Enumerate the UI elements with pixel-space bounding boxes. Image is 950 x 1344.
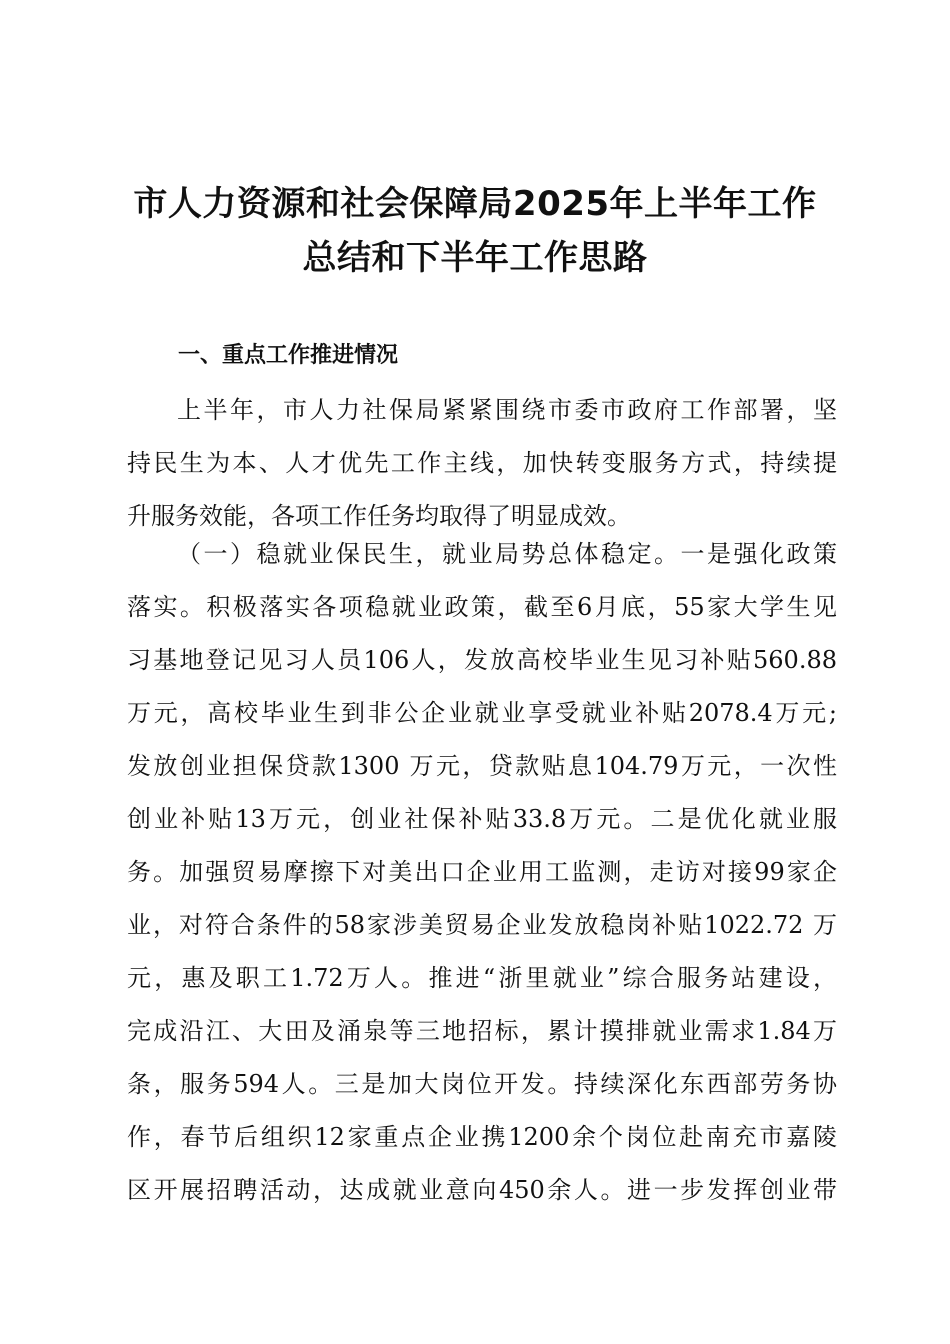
paragraph-line: 作，春节后组织12家重点企业携1200余个岗位赴南充市嘉陵 (127, 1123, 837, 1151)
paragraph-line: 习基地登记见习人员106人，发放高校毕业生见习补贴560.88 (127, 646, 837, 674)
document-title-line-2: 总结和下半年工作思路 (302, 238, 648, 278)
paragraph-line: 持民生为本、人才优先工作主线，加快转变服务方式，持续提 (127, 449, 837, 477)
paragraph-employment (127, 528, 837, 1217)
paragraph-line: 条，服务594人。三是加大岗位开发。持续深化东西部劳务协 (127, 1070, 837, 1098)
paragraph-line: （一）稳就业保民生，就业局势总体稳定。一是强化政策 (177, 540, 837, 568)
paragraph-line: 升服务效能，各项工作任务均取得了明显成效。 (127, 502, 631, 530)
paragraph-line: 务。加强贸易摩擦下对美出口企业用工监测，走访对接99家企 (127, 858, 837, 886)
paragraph-line: 区开展招聘活动，达成就业意向450余人。进一步发挥创业带 (127, 1176, 837, 1204)
paragraph-line: 万元，高校毕业生到非公企业就业享受就业补贴2078.4万元; (127, 699, 837, 727)
paragraph-line: 落实。积极落实各项稳就业政策，截至6月底，55家大学生见 (127, 593, 837, 621)
paragraph-line: 完成沿江、大田及涌泉等三地招标，累计摸排就业需求1.84万 (127, 1017, 837, 1045)
paragraph-line: 创业补贴13万元，创业社保补贴33.8万元。二是优化就业服 (127, 805, 837, 833)
paragraph-line: 上半年，市人力社保局紧紧围绕市委市政府工作部署，坚 (177, 396, 837, 424)
paragraph-line: 元，惠及职工1.72万人。推进“浙里就业”综合服务站建设， (127, 964, 837, 992)
paragraph-line: 发放创业担保贷款1300 万元，贷款贴息104.79万元，一次性 (127, 752, 837, 780)
paragraph-line: 业，对符合条件的58家涉美贸易企业发放稳岗补贴1022.72 万 (127, 911, 837, 939)
document-title-line-1: 市人力资源和社会保障局2025年上半年工作 (133, 184, 817, 224)
section-heading: 一、重点工作推进情况 (178, 343, 399, 368)
paragraph-intro (127, 384, 837, 543)
